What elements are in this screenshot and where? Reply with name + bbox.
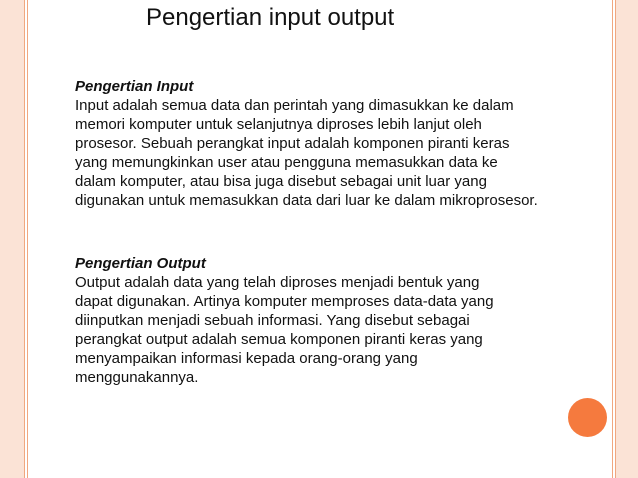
- section-input: [75, 77, 580, 210]
- right-border-line-inner: [612, 0, 613, 478]
- section-heading: Pengertian Input: [75, 78, 194, 95]
- section-body: Output adalah data yang telah diproses menjadi bentuk yang dapat digunakan. Artinya komputer memproses data-data yang diinputkan menjadi sebuah informasi. Yang disebut sebagai perangkat output adalah semua komponen piranti keras yang menyampaikan informasi kepada orang-orang yang menggunakannya.: [75, 274, 494, 386]
- left-decorative-band: [0, 0, 24, 478]
- left-border-line-inner: [27, 0, 28, 478]
- right-decorative-band: [616, 0, 638, 478]
- section-output: [75, 254, 580, 387]
- section-heading: Pengertian Output: [75, 255, 206, 272]
- slide-title: Pengertian input output: [146, 4, 395, 31]
- right-border-line: [615, 0, 616, 478]
- section-body: Input adalah semua data dan perintah yang dimasukkan ke dalam memori komputer untuk selanjutnya diproses lebih lanjut oleh prosesor. Sebuah perangkat input adalah komponen piranti keras yang memungkinkan user atau pengguna memasukkan data ke dalam komputer, atau bisa juga disebut sebagai unit luar yang digunakan untuk memasukkan data dari luar ke dalam mikroprosesor.: [75, 97, 538, 209]
- accent-circle-decoration: [568, 398, 607, 437]
- left-border-line: [24, 0, 25, 478]
